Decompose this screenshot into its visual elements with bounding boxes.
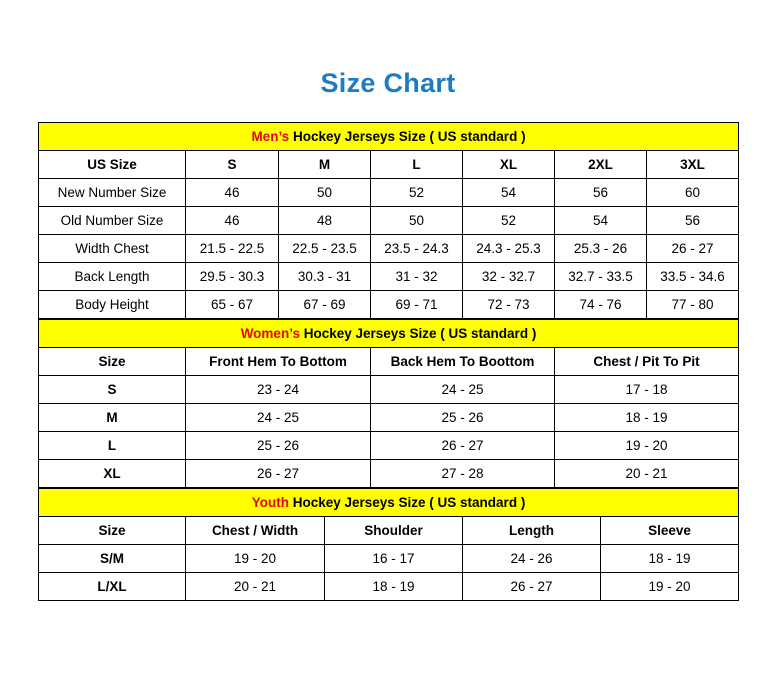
- womens-size-table: [38, 319, 739, 488]
- womens-row-0-val-0: 23 - 24: [186, 376, 371, 404]
- mens-row-1-val-4: 54: [555, 207, 647, 235]
- mens-header-accent: Men’s: [251, 129, 290, 144]
- youth-row-0-val-0: 19 - 20: [186, 545, 325, 573]
- youth-col-3: Length: [463, 517, 601, 545]
- womens-row-1-val-2: 18 - 19: [555, 404, 739, 432]
- mens-row-2-val-3: 24.3 - 25.3: [463, 235, 555, 263]
- youth-row-0-val-3: 18 - 19: [601, 545, 739, 573]
- table-row: [39, 263, 739, 291]
- womens-row-3-val-2: 20 - 21: [555, 460, 739, 488]
- youth-section-header-cell: [39, 489, 739, 517]
- mens-col-6: 3XL: [647, 151, 739, 179]
- womens-row-1-val-1: 25 - 26: [371, 404, 555, 432]
- mens-row-2-val-0: 21.5 - 22.5: [186, 235, 279, 263]
- mens-section-header-cell: [39, 123, 739, 151]
- mens-col-1: S: [186, 151, 279, 179]
- mens-row-0-val-2: 52: [371, 179, 463, 207]
- womens-row-3-val-0: 26 - 27: [186, 460, 371, 488]
- mens-row-4-val-0: 65 - 67: [186, 291, 279, 319]
- mens-row-4-val-5: 77 - 80: [647, 291, 739, 319]
- youth-row-1-val-3: 19 - 20: [601, 573, 739, 601]
- youth-col-2: Shoulder: [325, 517, 463, 545]
- womens-row-3-label: XL: [39, 460, 186, 488]
- mens-row-4-val-2: 69 - 71: [371, 291, 463, 319]
- womens-row-0-val-1: 24 - 25: [371, 376, 555, 404]
- mens-row-2-val-1: 22.5 - 23.5: [279, 235, 371, 263]
- youth-section-header: [39, 489, 739, 517]
- table-row: [39, 207, 739, 235]
- womens-row-1-val-0: 24 - 25: [186, 404, 371, 432]
- youth-col-4: Sleeve: [601, 517, 739, 545]
- womens-row-1-label: M: [39, 404, 186, 432]
- table-row: [39, 460, 739, 488]
- mens-row-4-val-3: 72 - 73: [463, 291, 555, 319]
- mens-row-0-val-5: 60: [647, 179, 739, 207]
- youth-row-0-label: S/M: [39, 545, 186, 573]
- mens-row-3-val-1: 30.3 - 31: [279, 263, 371, 291]
- mens-row-2-val-2: 23.5 - 24.3: [371, 235, 463, 263]
- youth-row-1-val-1: 18 - 19: [325, 573, 463, 601]
- mens-row-1-val-2: 50: [371, 207, 463, 235]
- womens-col-2: Back Hem To Boottom: [371, 348, 555, 376]
- mens-row-3-val-4: 32.7 - 33.5: [555, 263, 647, 291]
- womens-row-2-label: L: [39, 432, 186, 460]
- youth-row-0-val-1: 16 - 17: [325, 545, 463, 573]
- mens-col-5: 2XL: [555, 151, 647, 179]
- mens-col-3: L: [371, 151, 463, 179]
- mens-row-0-label: New Number Size: [39, 179, 186, 207]
- womens-col-1: Front Hem To Bottom: [186, 348, 371, 376]
- womens-header-rest: Hockey Jerseys Size ( US standard ): [299, 326, 537, 341]
- table-row: [39, 179, 739, 207]
- mens-row-0-val-4: 56: [555, 179, 647, 207]
- womens-row-2-val-2: 19 - 20: [555, 432, 739, 460]
- table-row: [39, 376, 739, 404]
- youth-row-1-val-0: 20 - 21: [186, 573, 325, 601]
- mens-row-0-val-3: 54: [463, 179, 555, 207]
- womens-row-0-label: S: [39, 376, 186, 404]
- womens-column-header-row: [39, 348, 739, 376]
- mens-column-header-row: [39, 151, 739, 179]
- table-row: [39, 545, 739, 573]
- womens-row-2-val-0: 25 - 26: [186, 432, 371, 460]
- womens-col-0: Size: [39, 348, 186, 376]
- mens-row-3-val-0: 29.5 - 30.3: [186, 263, 279, 291]
- youth-col-1: Chest / Width: [186, 517, 325, 545]
- size-chart-tables: [38, 122, 738, 601]
- youth-column-header-row: [39, 517, 739, 545]
- mens-row-3-val-2: 31 - 32: [371, 263, 463, 291]
- mens-col-4: XL: [463, 151, 555, 179]
- womens-header-accent: Women’s: [240, 326, 300, 341]
- womens-row-2-val-1: 26 - 27: [371, 432, 555, 460]
- mens-row-1-val-5: 56: [647, 207, 739, 235]
- page-title: Size Chart: [320, 68, 456, 98]
- womens-col-3: Chest / Pit To Pit: [555, 348, 739, 376]
- youth-row-1-label: L/XL: [39, 573, 186, 601]
- mens-row-1-val-3: 52: [463, 207, 555, 235]
- mens-row-4-val-4: 74 - 76: [555, 291, 647, 319]
- mens-row-2-val-4: 25.3 - 26: [555, 235, 647, 263]
- youth-col-0: Size: [39, 517, 186, 545]
- mens-row-1-val-1: 48: [279, 207, 371, 235]
- table-row: [39, 291, 739, 319]
- womens-row-3-val-1: 27 - 28: [371, 460, 555, 488]
- womens-section-header-cell: [39, 320, 739, 348]
- mens-header-rest: Hockey Jerseys Size ( US standard ): [289, 129, 526, 144]
- table-row: [39, 404, 739, 432]
- mens-row-4-label: Body Height: [39, 291, 186, 319]
- table-row: [39, 573, 739, 601]
- mens-row-4-val-1: 67 - 69: [279, 291, 371, 319]
- youth-header-accent: Youth: [251, 495, 289, 510]
- youth-row-1-val-2: 26 - 27: [463, 573, 601, 601]
- mens-row-1-label: Old Number Size: [39, 207, 186, 235]
- mens-row-1-val-0: 46: [186, 207, 279, 235]
- womens-section-header: [39, 320, 739, 348]
- mens-row-3-val-3: 32 - 32.7: [463, 263, 555, 291]
- mens-row-0-val-0: 46: [186, 179, 279, 207]
- mens-size-table: [38, 122, 739, 319]
- mens-row-0-val-1: 50: [279, 179, 371, 207]
- table-row: [39, 235, 739, 263]
- mens-col-0: US Size: [39, 151, 186, 179]
- youth-size-table: [38, 488, 739, 601]
- youth-row-0-val-2: 24 - 26: [463, 545, 601, 573]
- mens-col-2: M: [279, 151, 371, 179]
- table-row: [39, 432, 739, 460]
- mens-section-header: [39, 123, 739, 151]
- mens-row-2-val-5: 26 - 27: [647, 235, 739, 263]
- mens-row-3-label: Back Length: [39, 263, 186, 291]
- womens-row-0-val-2: 17 - 18: [555, 376, 739, 404]
- mens-row-2-label: Width Chest: [39, 235, 186, 263]
- youth-header-rest: Hockey Jerseys Size ( US standard ): [288, 495, 526, 510]
- mens-row-3-val-5: 33.5 - 34.6: [647, 263, 739, 291]
